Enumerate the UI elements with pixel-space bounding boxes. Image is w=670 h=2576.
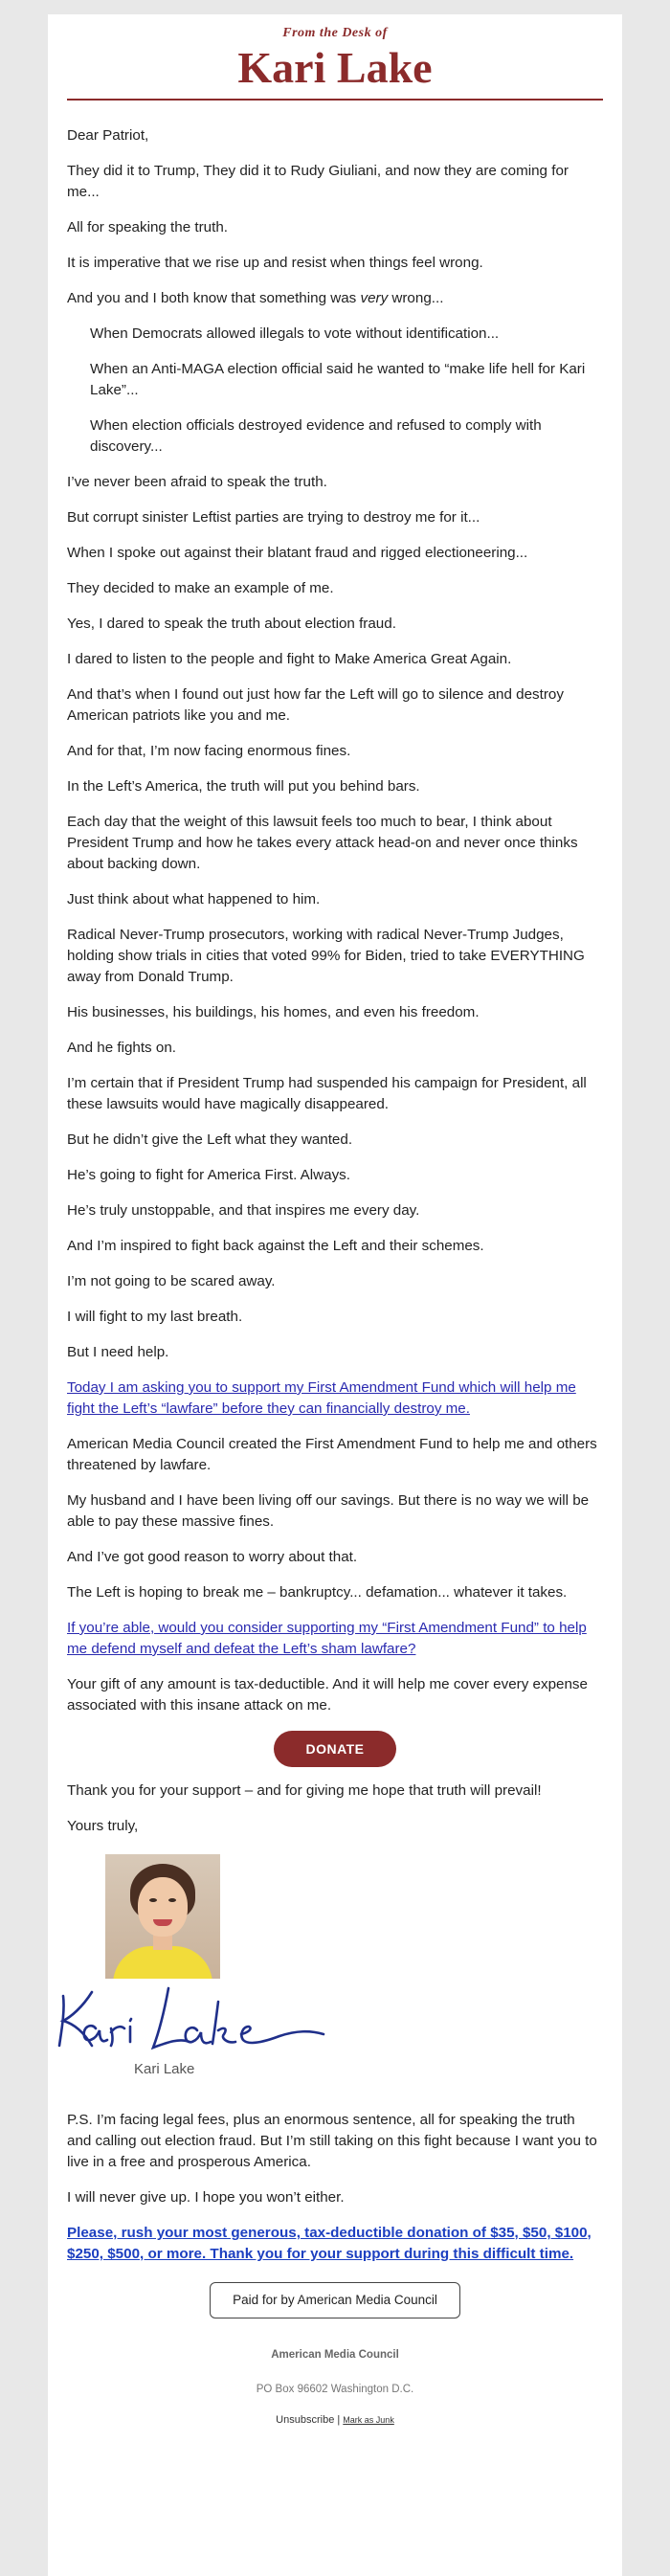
greeting: Dear Patriot, [67,127,149,144]
paragraph: But corrupt sinister Leftist parties are trying to destroy me for it... [67,509,480,526]
paragraph: Your gift of any amount is tax-deductible. And it will help me cover every expense associated with this insane attack on me. [67,1676,588,1714]
paragraph: I will never give up. I hope you won’t either. [67,2189,345,2206]
paragraph: Just think about what happened to him. [67,891,321,907]
paragraph: And I’m inspired to fight back against the Left and their schemes. [67,1238,484,1254]
sender-name-heading: Kari Lake [237,43,433,92]
paragraph: My husband and I have been living off our savings. But there is no way we will be able to pay these massive fines. [67,1492,590,1530]
handwritten-signature [54,1982,341,2059]
letter-header [48,14,622,93]
paragraph: But he didn’t give the Left what they wanted. [67,1131,353,1148]
donation-amount-link[interactable]: Please, rush your most generous, tax-deductible donation of $35, $50, $100, $250, $500, or more. Thank you for your support during this difficult time. [67,2225,592,2262]
mark-as-junk-link[interactable]: Mark as Junk [343,2415,394,2425]
closing: Yours truly, [67,1818,139,1834]
paragraph: It is imperative that we rise up and resist when things feel wrong. [67,255,483,271]
emphasis: very [360,290,389,306]
paragraph: They did it to Trump, They did it to Rudy Giuliani, and now they are coming for me... [67,163,569,200]
paragraph: I will fight to my last breath. [67,1309,243,1325]
paragraph: Thank you for your support – and for giving me hope that truth will prevail! [67,1782,542,1799]
paragraph: American Media Council created the First Amendment Fund to help me and others threatened by lawfare. [67,1436,597,1473]
email-card [48,14,622,2576]
paragraph: Each day that the weight of this lawsuit feels too much to bear, I think about President Trump and how he takes every attack head-on and never once thinks about backing down. [67,814,578,872]
photo-eye [149,1898,157,1902]
paragraph: They decided to make an example of me. [67,580,334,596]
paragraph: I’m not going to be scared away. [67,1273,276,1289]
paragraph: And for that, I’m now facing enormous fines. [67,743,351,759]
footer-separator: | [334,2414,344,2426]
donate-button[interactable]: DONATE [274,1731,396,1767]
signature-name: Kari Lake [134,2061,195,2077]
donate-button-row [67,1731,603,1767]
paragraph: I’ve never been afraid to speak the truth. [67,474,327,490]
paragraph: But I need help. [67,1344,169,1360]
paragraph: In the Left’s America, the truth will put you behind bars. [67,778,420,795]
footer-links [67,2414,603,2426]
photo-face [138,1877,188,1937]
first-amendment-fund-link[interactable]: Today I am asking you to support my First Amendment Fund which will help me fight the Left’s “lawfare” before they can financially destroy me. [67,1379,576,1417]
text-run: And you and I both know that something was [67,290,361,306]
photo-shirt [113,1946,212,1979]
paragraph: Yes, I dared to speak the truth about election fraud. [67,616,396,632]
sender-photo [105,1854,220,1979]
paragraph: Radical Never-Trump prosecutors, working with radical Never-Trump Judges, holding show trials in cities that voted 99% for Biden, tried to take EVERYTHING away from Donald Trump. [67,927,585,985]
paragraph: When I spoke out against their blatant fraud and rigged electioneering... [67,545,528,561]
paragraph: And that’s when I found out just how far the Left will go to silence and destroy American patriots like you and me. [67,686,564,724]
paragraph: I’m certain that if President Trump had suspended his campaign for President, all these lawsuits would have magically disappeared. [67,1075,587,1112]
footer-organization: American Media Council [271,2349,399,2361]
paragraph: He’s going to fight for America First. Always. [67,1167,350,1183]
indented-paragraph: When an Anti-MAGA election official said he wanted to “make life hell for Kari Lake”... [90,361,586,398]
photo-eye [168,1898,176,1902]
letter-body [48,101,622,2426]
paid-for-box: Paid for by American Media Council [210,2282,460,2318]
paragraph: All for speaking the truth. [67,219,228,235]
indented-paragraph: When election officials destroyed evidence and refused to comply with discovery... [90,417,542,455]
footer-address: PO Box 96602 Washington D.C. [256,2384,414,2395]
paid-for-row [67,2282,603,2318]
paragraph: He’s truly unstoppable, and that inspires me every day. [67,1202,420,1219]
paragraph: And he fights on. [67,1040,176,1056]
text-run: wrong... [388,290,444,306]
paragraph: The Left is hoping to break me – bankruptcy... defamation... whatever it takes. [67,1584,568,1601]
paragraph: And I’ve got good reason to worry about that. [67,1549,358,1565]
paragraph: I dared to listen to the people and fight to Make America Great Again. [67,651,512,667]
from-the-desk-of: From the Desk of [282,26,388,40]
postscript: P.S. I’m facing legal fees, plus an enormous sentence, all for speaking the truth and calling out election fraud. But I’m still taking on this fight because I want you to live in a free and prosperous America. [67,2112,597,2170]
indented-paragraph: When Democrats allowed illegals to vote without identification... [90,325,500,342]
email-footer [67,2349,603,2426]
paragraph [67,288,603,309]
paragraph: His businesses, his buildings, his homes, and even his freedom. [67,1004,480,1020]
unsubscribe-link[interactable]: Unsubscribe [276,2414,335,2426]
support-fund-link[interactable]: If you’re able, would you consider supporting my “First Amendment Fund” to help me defend myself and defeat the Left’s sham lawfare? [67,1620,587,1657]
